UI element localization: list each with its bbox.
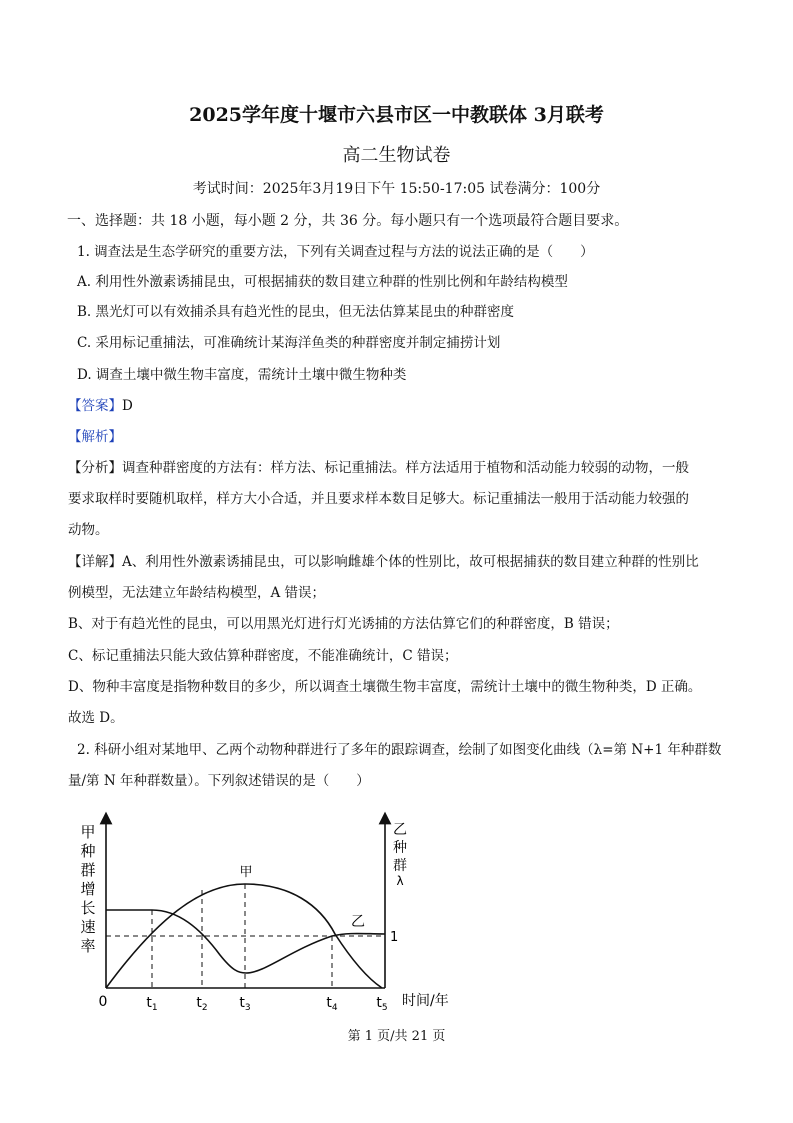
q2-stem-line-2: 量/第 N 年种群数量）。下列叙述错误的是（ ） [68,773,370,789]
svg-text:t1: $t_1$ [146,995,158,1013]
q1-option-d: D. 调查土壤中微生物丰富度，需统计土壤中微生物种类 [77,367,407,383]
right-value-one: 1 [390,930,399,945]
origin-label: 0 [98,994,108,1010]
x-axis-label: 时间/年 [402,993,449,1009]
svg-text:t5: $t_5$ [376,995,388,1013]
q1-fenxi-line-1: 【分析】调查种群密度的方法有：样方法、标记重捕法。样方法适用于植物和活动能力较弱的动物，一般 [68,460,689,476]
svg-text:群: 群 [80,861,96,879]
q1-fenxi-line-2: 要求取样时要随机取样，样方大小合适，并且要求样本数目足够大。标记重捕法一般用于活动能力较强的 [68,491,689,507]
exam-title: 2025学年度十堰市六县市区一中教联体 3月联考 [189,104,604,126]
answer-tag: 【答案】 [68,398,122,414]
q2-stem-line-1: 2. 科研小组对某地甲、乙两个动物种群进行了多年的跟踪调查，绘制了如图变化曲线（λ=第 N+1 年种群数 [77,742,722,758]
svg-text:t3: $t_3$ [239,995,251,1013]
x-tick-t3 [239,995,250,1013]
q1-xiangjie-line-5: D、物种丰富度是指物种数目的多少，所以调查土壤微生物丰富度，需统计土壤中的微生物种类，D 正确。 [68,679,702,695]
jia-curve-label: 甲 [239,865,253,880]
q1-xiangjie-line-1: 【详解】A、利用性外激素诱捕昆虫，可以影响雌雄个体的性别比，故可根据捕获的数目建立种群的性别比 [68,554,699,570]
q1-xiangjie-line-2: 例模型，无法建立年龄结构模型，A 错误； [68,585,326,601]
svg-text:乙: 乙 [393,822,407,838]
population-growth-figure [60,810,480,1025]
x-tick-t5 [376,995,387,1013]
svg-text:t4: $t_4$ [326,995,338,1013]
x-tick-t4 [326,995,338,1013]
svg-text:率: 率 [80,937,96,955]
right-axis-label [393,822,407,888]
svg-text:种: 种 [393,840,407,856]
svg-text:种: 种 [80,842,96,860]
q1-fenxi-line-3: 动物。 [68,522,109,538]
answer-value: D [122,398,133,414]
svg-text:群: 群 [393,858,407,874]
q1-analysis-tag: 【解析】 [68,429,122,445]
exam-subtitle: 高二生物试卷 [342,145,451,166]
q1-xiangjie-line-3: B、对于有趋光性的昆虫，可以用黑光灯进行灯光诱捕的方法估算它们的种群密度，B 错误； [68,616,619,632]
svg-text:t2: $t_2$ [196,995,208,1013]
q1-stem: 1. 调查法是生态学研究的重要方法，下列有关调查过程与方法的说法正确的是（ ） [77,244,594,260]
svg-text:增: 增 [80,880,96,898]
page-footer: 第 1 页/共 21 页 [347,1029,446,1044]
xiangjie-tag: 【详解】 [68,554,122,570]
q1-option-b: B. 黑光灯可以有效捕杀具有趋光性的昆虫，但无法估算某昆虫的种群密度 [77,304,515,320]
q1-option-c: C. 采用标记重捕法，可准确统计某海洋鱼类的种群密度并制定捕捞计划 [77,335,501,351]
exam-info: 考试时间：2025年3月19日下午 15:50-17:05 试卷满分：100分 [192,181,601,197]
x-tick-t1 [146,995,157,1013]
yi-curve-label: 乙 [351,914,365,930]
q1-xiangjie-line-6: 故选 D。 [68,710,124,726]
fenxi-tag: 【分析】 [68,460,122,476]
left-axis-label [80,823,95,955]
q1-answer [68,397,133,415]
q1-xiangjie-line-4: C、标记重捕法只能大致估算种群密度，不能准确统计，C 错误； [68,648,458,664]
svg-text:长: 长 [80,899,96,917]
x-tick-t2 [196,995,207,1013]
svg-text:甲: 甲 [80,823,96,841]
q1-option-a: A. 利用性外激素诱捕昆虫，可根据捕获的数目建立种群的性别比例和年龄结构模型 [77,274,568,290]
svg-text:速: 速 [80,918,96,936]
svg-text:λ: λ [396,874,404,888]
section-heading: 一、选择题：共 18 小题，每小题 2 分，共 36 分。每小题只有一个选项最符合题目要求。 [67,213,629,229]
